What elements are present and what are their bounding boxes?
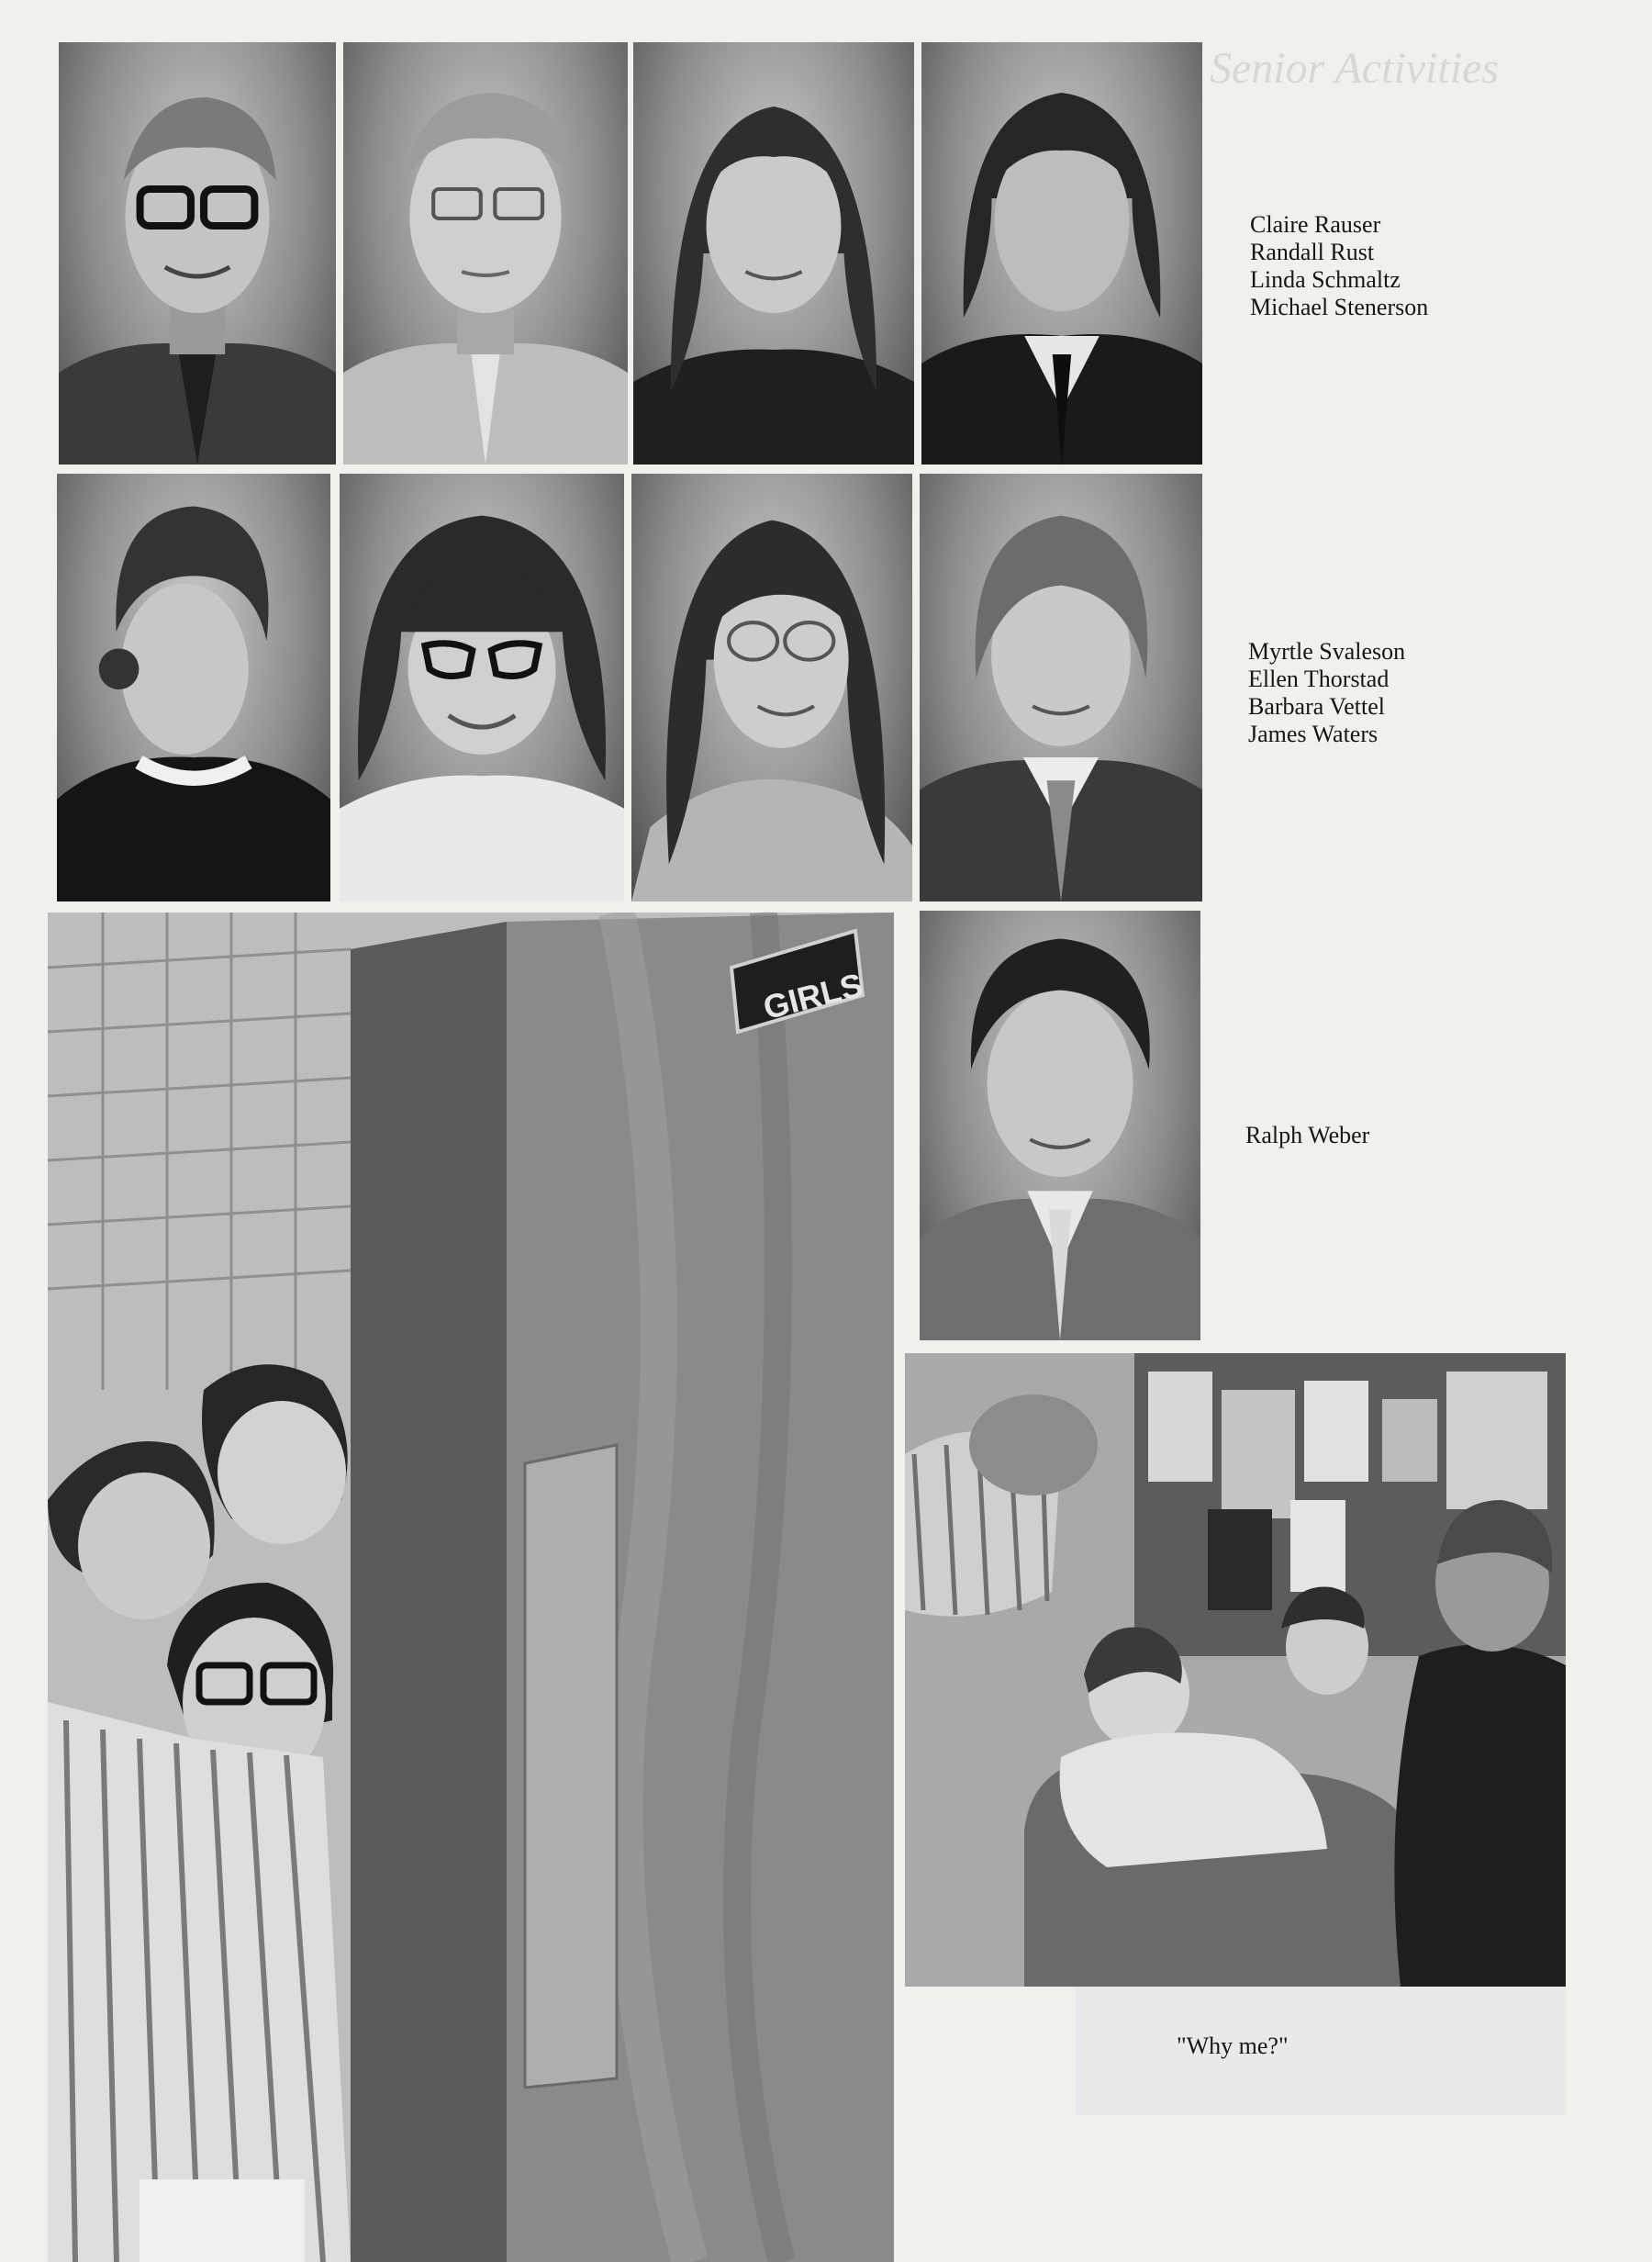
name-ralph-weber-block	[1245, 1122, 1369, 1149]
portrait-ralph-weber	[920, 911, 1200, 1340]
portrait-randall-rust	[343, 42, 628, 465]
candid-photo-boys-at-door	[48, 913, 894, 2262]
names-row-1	[1250, 211, 1428, 321]
name-row1-3: Linda Schmaltz	[1250, 266, 1401, 293]
portrait-ellen-thorstad	[340, 474, 624, 901]
caption-background	[1076, 1987, 1566, 2115]
why-me-caption: "Why me?"	[1177, 2032, 1289, 2059]
name-row2-2: Ellen Thorstad	[1248, 666, 1390, 692]
name-row1-4: Michael Stenerson	[1250, 294, 1429, 320]
portrait-barbara-vettel	[631, 474, 912, 901]
names-row-2	[1248, 638, 1405, 748]
name-row2-3: Barbara Vettel	[1248, 693, 1385, 720]
portrait-claire-rauser	[59, 42, 336, 465]
name-row1-2: Randall Rust	[1250, 239, 1375, 265]
name-single: Ralph Weber	[1245, 1122, 1370, 1148]
portrait-james-waters	[920, 474, 1202, 901]
name-row2-4: James Waters	[1248, 721, 1379, 747]
portrait-myrtle-svaleson	[57, 474, 330, 901]
portrait-michael-stenerson	[921, 42, 1202, 465]
bleed-through-heading: Senior Activities	[1210, 44, 1500, 93]
portrait-linda-schmaltz	[633, 42, 914, 465]
candid-photo-why-me	[905, 1353, 1566, 1987]
door-sign-text: GIRLS	[759, 965, 867, 1027]
name-row1-1: Claire Rauser	[1250, 211, 1381, 238]
name-row2-1: Myrtle Svaleson	[1248, 638, 1406, 665]
